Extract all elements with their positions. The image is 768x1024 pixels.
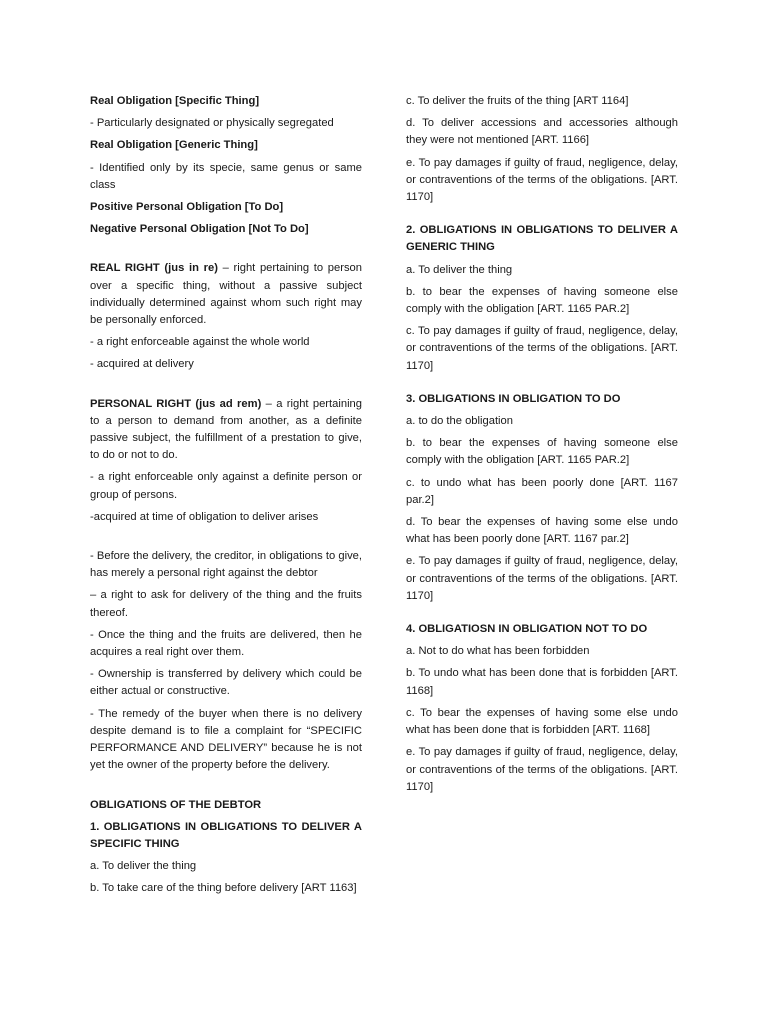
section-4-item-a: a. Not to do what has been forbidden (406, 645, 590, 658)
section-3-item-e: e. To pay damages if guilty of fraud, negligence, delay, or contraventions of the terms of the obligations. [ART. 1170] (406, 555, 678, 602)
personal-right-text: – a right pertaining to a person to demand from another, as a definite passive subject, the fulfillment of a prestation to give, to do or not to do. (90, 397, 363, 462)
real-right-text: – right pertaining to person over a specific thing, without a passive subject individually determined against whom such right may be personally enforced. (90, 262, 362, 327)
section-3-heading: 3. OBLIGATIONS IN OBLIGATION TO DO (406, 392, 621, 405)
section-1-item-c: c. To deliver the fruits of the thing [ART 1164] (406, 95, 629, 107)
delivery-note-1: - Before the delivery, the creditor, in obligations to give, has merely a personal right against the debtor (90, 550, 362, 580)
section-2-item-c: c. To pay damages if guilty of fraud, negligence, delay, or contraventions of the terms of the obligations. [ART. 1170] (406, 325, 678, 372)
delivery-note-5: - The remedy of the buyer when there is no delivery despite demand is to file a complaint for “SPECIFIC PERFORMANCE AND DELIVERY” because he is not yet the owner of the property before the delivery. (90, 707, 362, 772)
section-2-item-a: a. To deliver the thing (406, 263, 513, 276)
real-right-term: REAL RIGHT (jus in re) (90, 262, 218, 275)
section-4-item-c: c. To bear the expenses of having some else undo what has been done that is forbidden [ART. 1168] (406, 706, 678, 737)
personal-right-point-2: -acquired at time of obligation to deliver arises (90, 510, 319, 523)
negative-personal-obligation-heading: Negative Personal Obligation [Not To Do] (90, 223, 309, 236)
debtor-obligations-heading: OBLIGATIONS OF THE DEBTOR (90, 798, 262, 811)
left-column (90, 93, 362, 903)
delivery-note-2: – a right to ask for delivery of the thing and the fruits thereof. (90, 589, 362, 619)
section-3-item-c: c. to undo what has been poorly done [ART. 1167 par.2] (406, 476, 678, 506)
delivery-note-4: - Ownership is transferred by delivery which could be either actual or constructive. (90, 668, 362, 698)
section-1-item-b: b. To take care of the thing before delivery [ART 1163] (90, 882, 357, 895)
section-2-item-b: b. to bear the expenses of having someone else comply with the obligation [ART. 1165 PAR.2] (406, 285, 678, 316)
right-column (406, 93, 678, 801)
section-4-item-e: e. To pay damages if guilty of fraud, negligence, delay, or contraventions of the terms of the obligations. [ART. 1170] (406, 746, 678, 793)
section-1-item-d: d. To deliver accessions and accessories although they were not mentioned [ART. 1166] (406, 117, 678, 147)
real-right-point-2: - acquired at delivery (90, 358, 194, 371)
delivery-note-3: - Once the thing and the fruits are delivered, then he acquires a real right over them. (90, 628, 362, 659)
real-obligation-specific-heading: Real Obligation [Specific Thing] (90, 95, 260, 107)
personal-right-term: PERSONAL RIGHT (jus ad rem) (90, 397, 262, 410)
section-1-item-a: a. To deliver the thing (90, 860, 197, 873)
section-1-heading: 1. OBLIGATIONS IN OBLIGATIONS TO DELIVER A SPECIFIC THING (90, 820, 362, 850)
section-3-item-b: b. to bear the expenses of having someone else comply with the obligation [ART. 1165 PAR.2] (406, 437, 678, 467)
section-1-item-e: e. To pay damages if guilty of fraud, negligence, delay, or contraventions of the terms of the obligations. [ART. 1170] (406, 156, 678, 204)
section-3-item-d: d. To bear the expenses of having some else undo what has been poorly done [ART. 1167 par.2] (406, 516, 678, 546)
section-4-heading: 4. OBLIGATIOSN IN OBLIGATION NOT TO DO (406, 623, 648, 636)
positive-personal-obligation-heading: Positive Personal Obligation [To Do] (90, 201, 284, 214)
personal-right-definition (90, 396, 362, 465)
section-2-heading: 2. OBLIGATIONS IN OBLIGATIONS TO DELIVER A GENERIC THING (406, 224, 678, 254)
real-obligation-generic-heading: Real Obligation [Generic Thing] (90, 139, 258, 152)
personal-right-point-1: - a right enforceable only against a definite person or group of persons. (90, 471, 362, 501)
real-obligation-specific-desc: - Particularly designated or physically segregated (90, 117, 334, 130)
section-4-item-b: b. To undo what has been done that is forbidden [ART. 1168] (406, 667, 678, 697)
real-right-point-1: - a right enforceable against the whole world (90, 336, 310, 349)
real-obligation-generic-desc: - Identified only by its specie, same genus or same class (90, 161, 362, 191)
real-right-definition (90, 260, 362, 329)
section-3-item-a: a. to do the obligation (406, 415, 513, 428)
